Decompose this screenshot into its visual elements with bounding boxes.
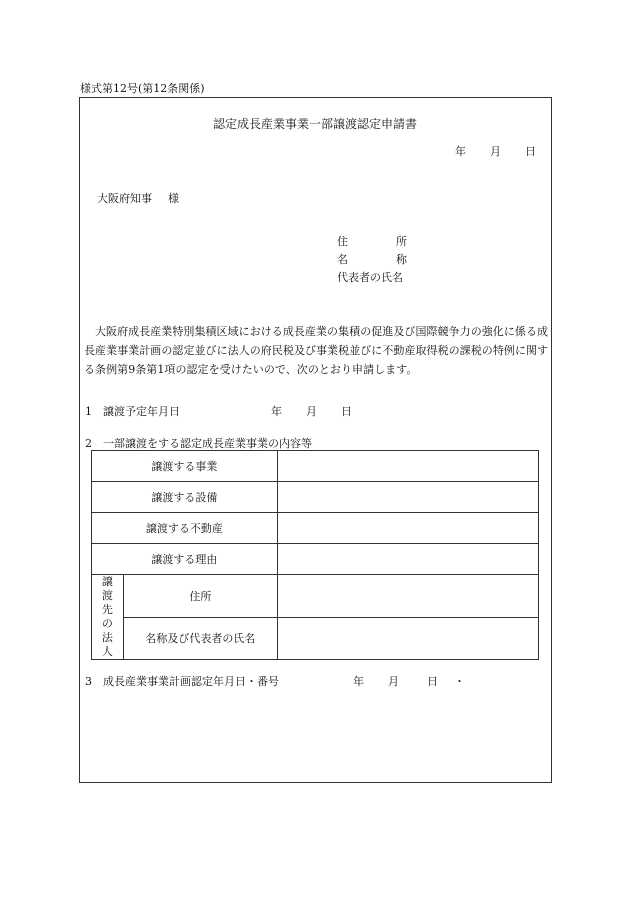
item-2-heading: 2 一部譲渡をする認定成長産業事業の内容等 bbox=[85, 437, 312, 450]
addressee bbox=[97, 193, 179, 204]
table-row bbox=[92, 451, 539, 482]
row-label: 譲渡する理由 bbox=[92, 544, 278, 575]
transferee-address-label: 住所 bbox=[123, 575, 277, 618]
table-row bbox=[92, 513, 539, 544]
item-3-certification: 3 成長産業事業計画認定年月日・番号 年 月 日 ・ bbox=[85, 675, 465, 688]
row-label: 譲渡する不動産 bbox=[92, 513, 278, 544]
form-number: 様式第12号(第12条関係) bbox=[80, 82, 205, 95]
value-cell[interactable] bbox=[277, 451, 538, 482]
value-cell[interactable] bbox=[277, 544, 538, 575]
document-title: 認定成長産業事業一部譲渡認定申請書 bbox=[212, 117, 417, 131]
applicant-name-label: 名 称 bbox=[337, 253, 407, 266]
value-cell[interactable] bbox=[277, 482, 538, 513]
value-cell[interactable] bbox=[277, 513, 538, 544]
applicant-rep-label: 代表者の氏名 bbox=[337, 271, 403, 284]
transferee-name-label: 名称及び代表者の氏名 bbox=[123, 617, 277, 660]
application-date bbox=[455, 146, 536, 157]
date-year: 年 bbox=[455, 145, 466, 158]
value-cell[interactable] bbox=[277, 575, 538, 618]
applicant-address-label: 住 所 bbox=[337, 235, 407, 248]
application-body: 大阪府成長産業特別集積区域における成長産業の集積の促進及び国際競争力の強化に係る成長産業事業計画の認定並びに法人の府民税及び事業税並びに不動産取得税の課税の特例に関する条例第9条第1項の認定を受けたいので、次のとおり申請します。 bbox=[84, 325, 549, 376]
table-row bbox=[92, 544, 539, 575]
date-day: 日 bbox=[525, 145, 536, 158]
date-month: 月 bbox=[490, 145, 501, 158]
item-1-transfer-date: 1 譲渡予定年月日 年 月 日 bbox=[85, 405, 352, 418]
table-row bbox=[92, 575, 539, 618]
value-cell[interactable] bbox=[277, 617, 538, 660]
table-row bbox=[92, 482, 539, 513]
addressee-name: 大阪府知事 bbox=[97, 192, 152, 205]
table-row bbox=[92, 617, 539, 660]
transferee-vertical-label: 譲 渡 先 の 法 人 bbox=[92, 575, 124, 660]
addressee-honorific: 様 bbox=[168, 192, 179, 205]
row-label: 譲渡する設備 bbox=[92, 482, 278, 513]
row-label: 譲渡する事業 bbox=[92, 451, 278, 482]
transfer-details-table bbox=[91, 450, 539, 660]
